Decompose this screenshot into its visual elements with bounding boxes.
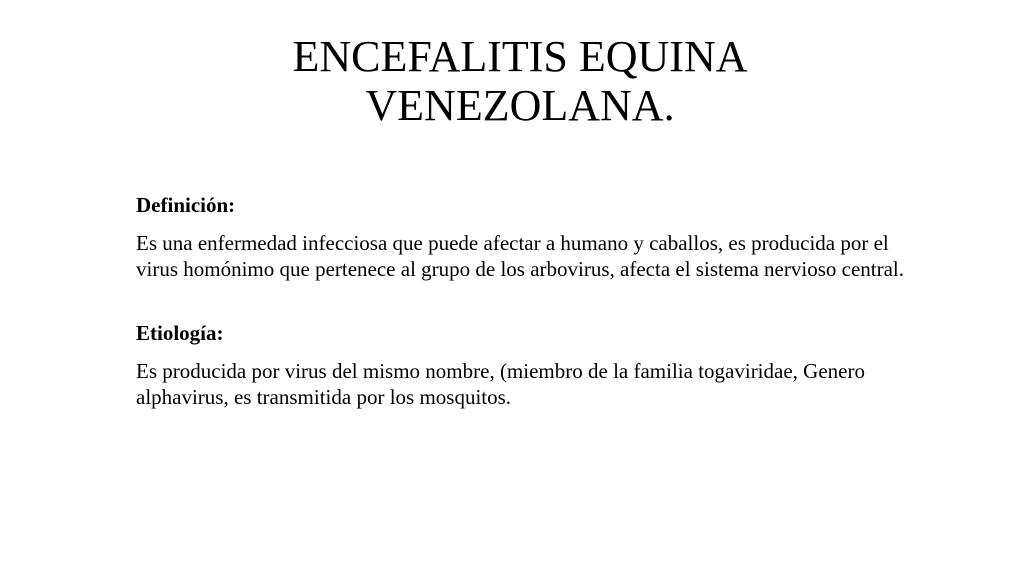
title-line-2: VENEZOLANA. (365, 81, 675, 130)
etiology-text: Es producida por virus del mismo nombre, (miembro de la familia togaviridae, Genero alphavirus, es transmitida por los mosquitos. (136, 359, 865, 409)
definition-text: Es una enfermedad infecciosa que puede afectar a humano y caballos, es producida por el virus homónimo que pertenece al grupo de los arbovirus, afecta el sistema nervioso central. (136, 231, 904, 281)
section-spacer (136, 282, 916, 320)
etiology-heading: Etiología: (136, 321, 224, 345)
section-definition (136, 192, 916, 282)
slide-title (200, 32, 840, 130)
section-etiology (136, 320, 916, 410)
definition-heading: Definición: (136, 193, 236, 217)
title-line-1: ENCEFALITIS EQUINA (292, 32, 748, 81)
slide-body (136, 192, 916, 410)
